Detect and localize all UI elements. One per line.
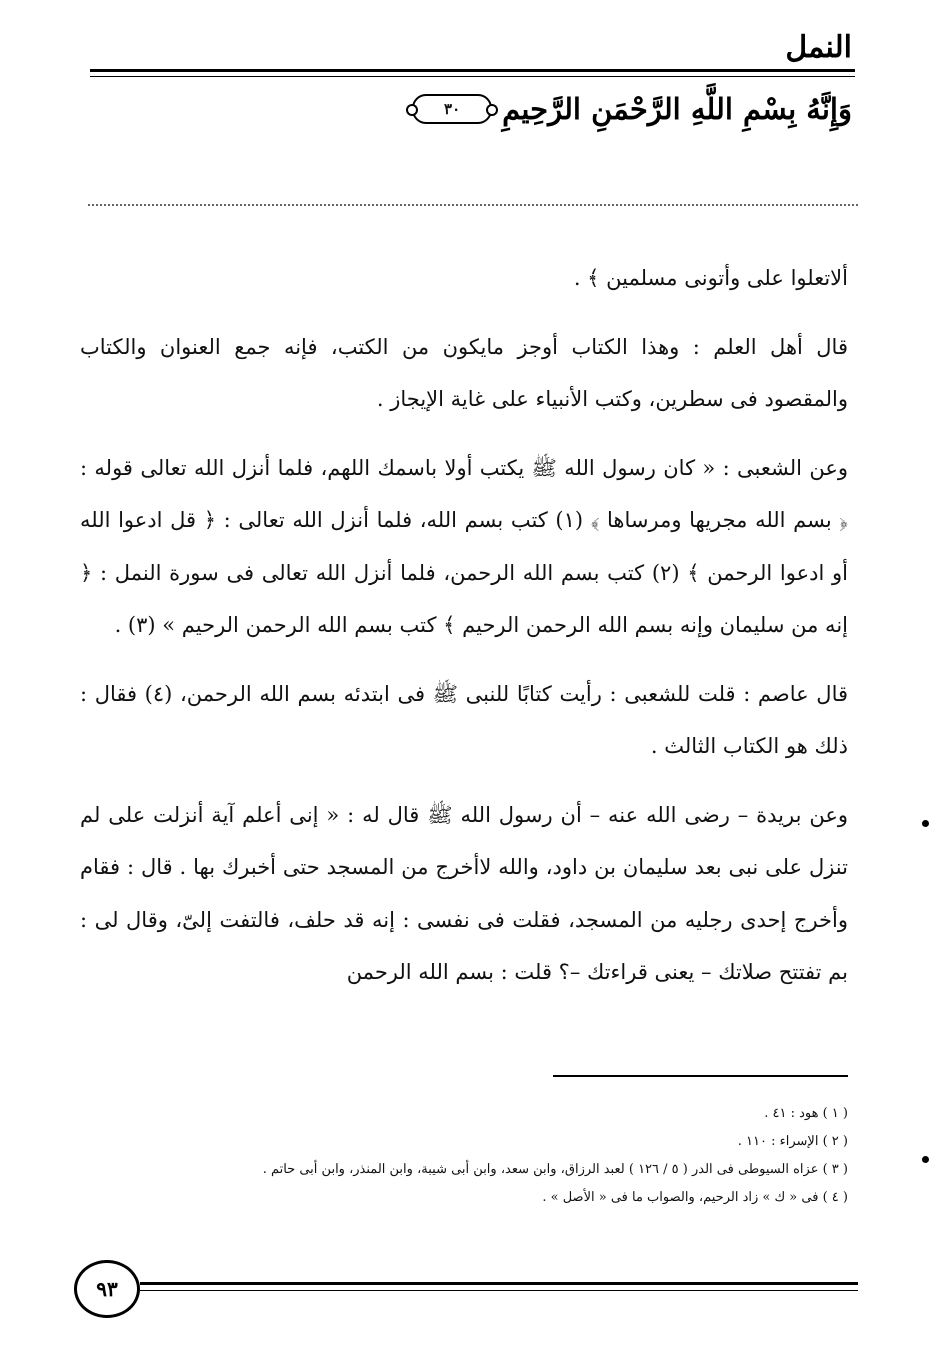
page-number: ٩٣	[74, 1260, 140, 1318]
header-rule-thick	[90, 69, 855, 72]
footnotes	[100, 1100, 848, 1212]
footnote-separator	[553, 1075, 848, 1077]
paragraph: وعن الشعبى : « كان رسول الله ﷺ يكتب أولا باسمك اللهم، فلما أنزل الله تعالى قوله : ﴿ بسم الله مجريها ومرساها ﴾ (١) كتب بسم الله، فلما أنزل الله تعالى : ﴿ قل ادعوا الله أو ادعوا الرحمن ﴾ (٢) كتب بسم الله الرحمن، فلما أنزل الله تعالى فى سورة النمل : ﴿ إنه من سليمان وإنه بسم الله الرحمن الرحيم ﴾ كتب بسم الله الرحمن الرحيم » (٣) .	[80, 455, 848, 637]
paragraph: قال عاصم : قلت للشعبى : رأيت كتابًا للنبى ﷺ فى ابتدئه بسم الله الرحمن، (٤) فقال : ذلك هو الكتاب الثالث .	[80, 681, 849, 758]
paragraph: قال أهل العلم : وهذا الكتاب أوجز مايكون من الكتب، فإنه جمع العنوان والكتاب والمقصود فى سطرين، وكتب الأنبياء على غاية الإيجاز .	[80, 334, 848, 411]
main-text	[80, 252, 848, 999]
verse-heading	[412, 92, 852, 126]
dotted-separator	[88, 204, 858, 206]
footnote-item: ( ٤ ) فى « ك » زاد الرحيم، والصواب ما فى « الأصل » .	[542, 1190, 848, 1205]
running-header-surah-name: النمل	[785, 30, 852, 65]
paragraph: ألاتعلوا على وأتونى مسلمين ﴾ .	[573, 266, 848, 290]
paragraph: وعن بريدة – رضى الله عنه – أن رسول الله ﷺ قال له : « إنى أعلم آية أنزلت على لم تنزل على نبى بعد سليمان بن داود، والله لاأخرج من المسجد حتى أخبرك بها . قال : فقام وأخرج إحدى رجليه من المسجد، فقلت فى نفسى : إنه قد حلف، فالتفت إلىّ، وقال لى : بم تفتتح صلاتك – يعنى قراءتك –؟ قلت : بسم الله الرحمن	[80, 802, 848, 984]
footnote-item: ( ٢ ) الإسراء : ١١٠ .	[737, 1134, 848, 1149]
footnote-item: ( ٣ ) عزاه السيوطى فى الدر ( ٥ / ١٢٦ ) لعبد الرزاق، وابن سعد، وابن أبى شيبة، وابن المنذر، وابن أبى حاتم .	[262, 1162, 848, 1177]
footer-rule-thick	[140, 1282, 858, 1285]
footer-rule-thin	[140, 1290, 858, 1291]
margin-mark	[922, 1156, 929, 1163]
header-rule-thin	[90, 76, 855, 77]
footnote-item: ( ١ ) هود : ٤١ .	[764, 1106, 848, 1121]
verse-text: وَإِنَّهُ بِسْمِ اللَّهِ الرَّحْمَنِ الرَّحِيمِ	[502, 92, 852, 126]
margin-mark	[922, 820, 929, 827]
ayah-number-badge: ٣٠	[412, 94, 492, 124]
